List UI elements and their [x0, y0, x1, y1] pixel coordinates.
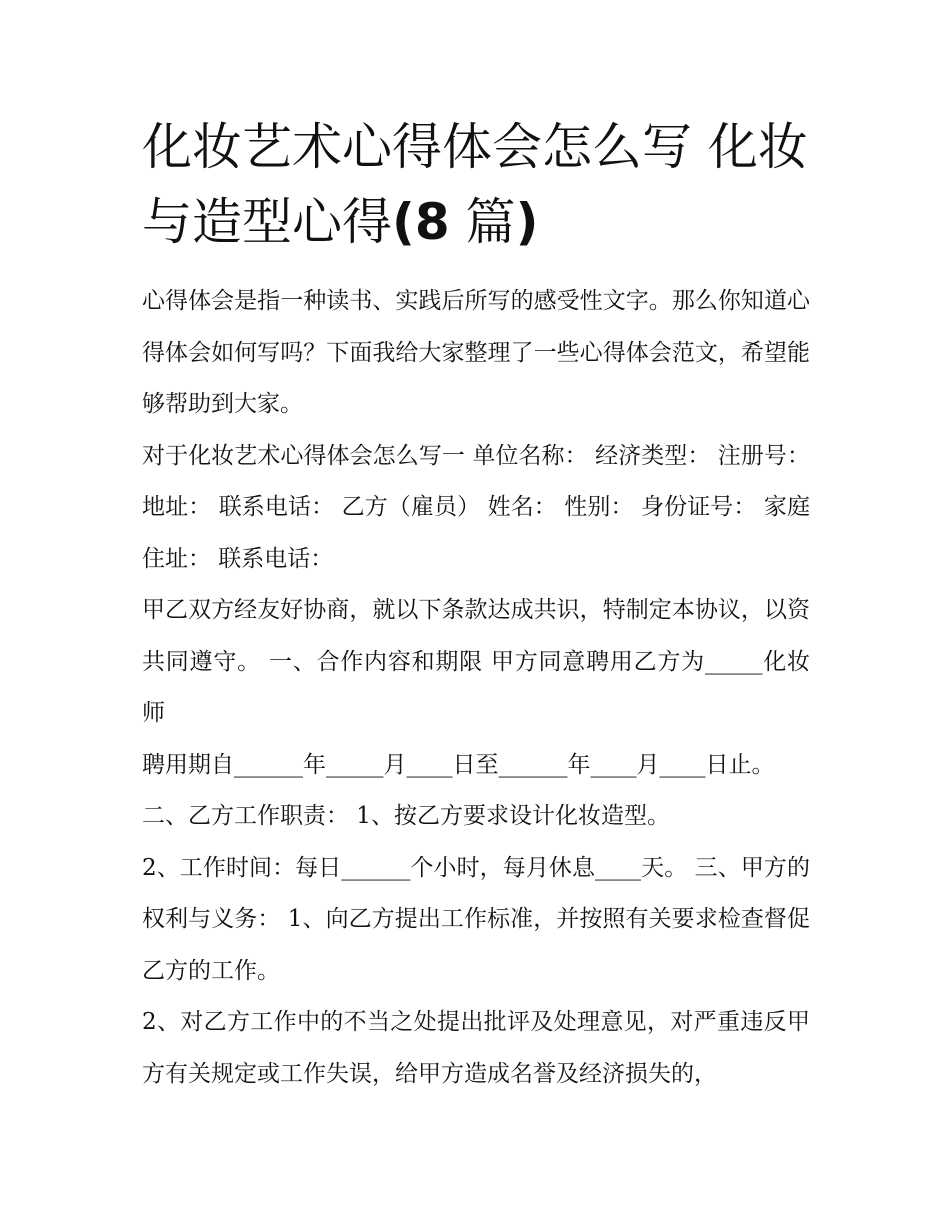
title-line-2-suffix: 篇 — [449, 193, 516, 251]
paragraph-contract-header: 对于化妆艺术心得体会怎么写一 单位名称： 经济类型： 注册号： 地址： 联系电话： 乙方（雇员） 姓名： 性别： 身份证号： 家庭住址： 联系电话： — [142, 442, 810, 572]
title-line-2-prefix: 与造型心得 — [142, 193, 392, 251]
paragraph-duties: 二、乙方工作职责： 1、按乙方要求设计化妆造型。 — [142, 803, 670, 829]
paragraph-work-time: 2、工作时间：每日______个小时，每月休息____天。 三、甲方的权利与义务： 1、向乙方提出工作标准，并按照有关要求检查督促乙方的工作。 — [142, 854, 810, 984]
title-line-1: 化妆艺术心得体会怎么写 化妆 — [142, 118, 808, 176]
paragraph-agreement: 甲乙双方经友好协商，就以下条款达成共识，特制定本协议，以资共同遵守。 一、合作内容和期限 甲方同意聘用乙方为_____化妆师 — [142, 597, 810, 726]
title-line-2-bold: (8 — [392, 193, 450, 251]
paragraph-criticism: 2、对乙方工作中的不当之处提出批评及处理意见，对严重违反甲方有关规定或工作失误，给甲方造成名誉及经济损失的， — [142, 1009, 810, 1087]
paragraph-term: 聘用期自______年_____月____日至______年____月____日止。 — [142, 751, 775, 778]
document-content — [142, 110, 810, 1100]
document-title — [142, 110, 810, 260]
title-line-2-end: ) — [515, 193, 539, 251]
paragraph-intro: 心得体会是指一种读书、实践后所写的感受性文字。那么你知道心得体会如何写吗？下面我给大家整理了一些心得体会范文，希望能够帮助到大家。 — [142, 288, 810, 417]
